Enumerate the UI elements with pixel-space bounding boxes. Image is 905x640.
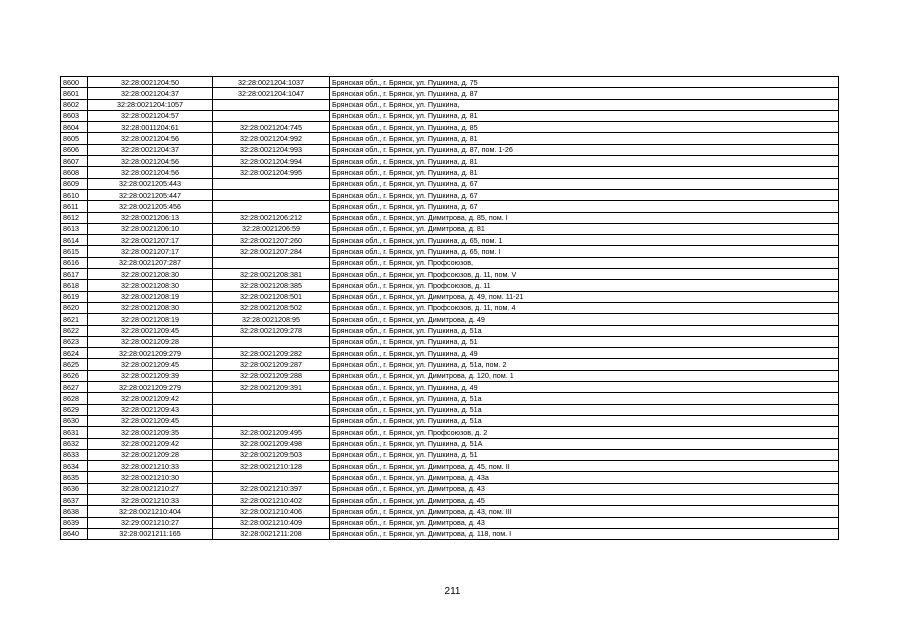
object-cadastral-number-cell	[213, 257, 330, 268]
cadastral-number-cell: 32:28:0021208:19	[88, 291, 213, 302]
address-cell: Брянская обл., г. Брянск, ул. Димитрова, д. 45	[330, 494, 839, 505]
table-row	[61, 314, 839, 325]
cadastral-number-cell: 32:28:0021210:33	[88, 461, 213, 472]
record-number-cell: 8600	[61, 77, 88, 88]
table-row	[61, 382, 839, 393]
table-row	[61, 336, 839, 347]
object-cadastral-number-cell: 32:28:0021208:385	[213, 280, 330, 291]
table-row	[61, 223, 839, 234]
address-cell: Брянская обл., г. Брянск, ул. Димитрова, д. 43	[330, 517, 839, 528]
object-cadastral-number-cell: 32:28:0021204:745	[213, 122, 330, 133]
address-cell: Брянская обл., г. Брянск, ул. Пушкина, д. 81	[330, 156, 839, 167]
record-number-cell: 8636	[61, 483, 88, 494]
table-body	[61, 77, 839, 540]
table-row	[61, 77, 839, 88]
object-cadastral-number-cell: 32:28:0021208:501	[213, 291, 330, 302]
cadastral-number-cell: 32:28:0021209:39	[88, 370, 213, 381]
cadastral-number-cell: 32:28:0021205:443	[88, 178, 213, 189]
cadastral-number-cell: 32:28:0021210:33	[88, 494, 213, 505]
table-row	[61, 201, 839, 212]
cadastral-number-cell: 32:28:0021210:27	[88, 483, 213, 494]
record-number-cell: 8632	[61, 438, 88, 449]
object-cadastral-number-cell: 32:28:0021204:1037	[213, 77, 330, 88]
record-number-cell: 8625	[61, 359, 88, 370]
table-row	[61, 212, 839, 223]
cadastral-number-cell: 32:28:0021204:50	[88, 77, 213, 88]
address-cell: Брянская обл., г. Брянск, ул. Пушкина, д. 87, пом. 1-26	[330, 144, 839, 155]
cadastral-number-cell: 32:28:0021207:17	[88, 235, 213, 246]
address-cell: Брянская обл., г. Брянск, ул. Пушкина, д. 81	[330, 133, 839, 144]
table-row	[61, 302, 839, 313]
address-cell: Брянская обл., г. Брянск, ул. Пушкина, д. 51а	[330, 404, 839, 415]
address-cell: Брянская обл., г. Брянск, ул. Пушкина, д. 51а	[330, 415, 839, 426]
address-cell: Брянская обл., г. Брянск, ул. Пушкина, д. 65, пом. I	[330, 246, 839, 257]
cadastral-number-cell: 32:28:0021207:17	[88, 246, 213, 257]
table-row	[61, 156, 839, 167]
cadastral-number-cell: 32:28:0021204:57	[88, 110, 213, 121]
record-number-cell: 8602	[61, 99, 88, 110]
cadastral-number-cell: 32:28:0021206:10	[88, 223, 213, 234]
record-number-cell: 8617	[61, 269, 88, 280]
record-number-cell: 8613	[61, 223, 88, 234]
record-number-cell: 8631	[61, 427, 88, 438]
record-number-cell: 8623	[61, 336, 88, 347]
address-cell: Брянская обл., г. Брянск, ул. Пушкина, д. 67	[330, 189, 839, 200]
record-number-cell: 8611	[61, 201, 88, 212]
address-cell: Брянская обл., г. Брянск, ул. Пушкина, д. 87	[330, 88, 839, 99]
cadastral-number-cell: 32:28:0021204:56	[88, 133, 213, 144]
object-cadastral-number-cell: 32:28:0021211:208	[213, 528, 330, 539]
object-cadastral-number-cell: 32:28:0021209:503	[213, 449, 330, 460]
page-number: 211	[444, 586, 461, 597]
table-row	[61, 438, 839, 449]
address-cell: Брянская обл., г. Брянск, ул. Пушкина, д. 51	[330, 449, 839, 460]
object-cadastral-number-cell: 32:28:0021209:498	[213, 438, 330, 449]
cadastral-number-cell: 32:28:0021209:42	[88, 393, 213, 404]
table-row	[61, 325, 839, 336]
table-row	[61, 133, 839, 144]
cadastral-number-cell: 32:28:0021211:165	[88, 528, 213, 539]
object-cadastral-number-cell: 32:28:0021204:993	[213, 144, 330, 155]
table-row	[61, 370, 839, 381]
address-cell: Брянская обл., г. Брянск, ул. Пушкина, д. 81	[330, 110, 839, 121]
object-cadastral-number-cell	[213, 201, 330, 212]
record-number-cell: 8620	[61, 302, 88, 313]
record-number-cell: 8610	[61, 189, 88, 200]
cadastral-number-cell: 32:29:0021210:27	[88, 517, 213, 528]
object-cadastral-number-cell	[213, 178, 330, 189]
table-row	[61, 348, 839, 359]
object-cadastral-number-cell: 32:28:0021209:391	[213, 382, 330, 393]
record-number-cell: 8612	[61, 212, 88, 223]
record-number-cell: 8628	[61, 393, 88, 404]
address-cell: Брянская обл., г. Брянск, ул. Пушкина, д. 67	[330, 178, 839, 189]
table-row	[61, 88, 839, 99]
object-cadastral-number-cell: 32:28:0021206:212	[213, 212, 330, 223]
object-cadastral-number-cell: 32:28:0021204:1047	[213, 88, 330, 99]
cadastral-number-cell: 32:28:0021209:45	[88, 325, 213, 336]
record-number-cell: 8603	[61, 110, 88, 121]
address-cell: Брянская обл., г. Брянск, ул. Профсоюзов, д. 11, пом. 4	[330, 302, 839, 313]
object-cadastral-number-cell: 32:28:0021207:260	[213, 235, 330, 246]
table-row	[61, 483, 839, 494]
cadastral-number-cell: 32:28:0021209:35	[88, 427, 213, 438]
table-row	[61, 235, 839, 246]
record-number-cell: 8605	[61, 133, 88, 144]
object-cadastral-number-cell: 32:28:0021210:402	[213, 494, 330, 505]
address-cell: Брянская обл., г. Брянск, ул. Пушкина, д. 85	[330, 122, 839, 133]
address-cell: Брянская обл., г. Брянск, ул. Пушкина, д. 51а, пом. 2	[330, 359, 839, 370]
record-number-cell: 8630	[61, 415, 88, 426]
address-cell: Брянская обл., г. Брянск, ул. Димитрова, д. 118, пом. I	[330, 528, 839, 539]
table-row	[61, 144, 839, 155]
table-row	[61, 110, 839, 121]
table-row	[61, 257, 839, 268]
table-row	[61, 528, 839, 539]
table-row	[61, 517, 839, 528]
address-cell: Брянская обл., г. Брянск, ул. Димитрова, д. 43	[330, 483, 839, 494]
table-row	[61, 291, 839, 302]
property-register-table	[60, 76, 839, 540]
cadastral-number-cell: 32:28:0021208:19	[88, 314, 213, 325]
cadastral-number-cell: 32:28:0021209:43	[88, 404, 213, 415]
object-cadastral-number-cell: 32:28:0021209:495	[213, 427, 330, 438]
record-number-cell: 8638	[61, 506, 88, 517]
object-cadastral-number-cell: 32:28:0021210:397	[213, 483, 330, 494]
record-number-cell: 8622	[61, 325, 88, 336]
cadastral-number-cell: 32:28:0011204:61	[88, 122, 213, 133]
table-row	[61, 415, 839, 426]
table-row	[61, 359, 839, 370]
cadastral-number-cell: 32:28:0021209:42	[88, 438, 213, 449]
address-cell: Брянская обл., г. Брянск, ул. Пушкина, д. 67	[330, 201, 839, 212]
cadastral-number-cell: 32:28:0021204:1057	[88, 99, 213, 110]
address-cell: Брянская обл., г. Брянск, ул. Димитрова, д. 120, пом. 1	[330, 370, 839, 381]
record-number-cell: 8607	[61, 156, 88, 167]
object-cadastral-number-cell: 32:28:0021206:59	[213, 223, 330, 234]
object-cadastral-number-cell	[213, 415, 330, 426]
record-number-cell: 8635	[61, 472, 88, 483]
object-cadastral-number-cell	[213, 404, 330, 415]
object-cadastral-number-cell: 32:28:0021204:992	[213, 133, 330, 144]
address-cell: Брянская обл., г. Брянск, ул. Пушкина, д. 51а	[330, 393, 839, 404]
record-number-cell: 8619	[61, 291, 88, 302]
table-row	[61, 449, 839, 460]
address-cell: Брянская обл., г. Брянск, ул. Профсоюзов, д. 11	[330, 280, 839, 291]
table-row	[61, 189, 839, 200]
table-row	[61, 427, 839, 438]
object-cadastral-number-cell: 32:28:0021209:282	[213, 348, 330, 359]
table-row	[61, 122, 839, 133]
address-cell: Брянская обл., г. Брянск, ул. Димитрова, д. 81	[330, 223, 839, 234]
table-row	[61, 178, 839, 189]
record-number-cell: 8614	[61, 235, 88, 246]
record-number-cell: 8637	[61, 494, 88, 505]
record-number-cell: 8618	[61, 280, 88, 291]
address-cell: Брянская обл., г. Брянск, ул. Пушкина, д. 81	[330, 167, 839, 178]
record-number-cell: 8601	[61, 88, 88, 99]
address-cell: Брянская обл., г. Брянск, ул. Профсоюзов, д. 11, пом. V	[330, 269, 839, 280]
address-cell: Брянская обл., г. Брянск, ул. Пушкина, д. 49	[330, 382, 839, 393]
object-cadastral-number-cell: 32:28:0021208:381	[213, 269, 330, 280]
cadastral-number-cell: 32:28:0021209:45	[88, 415, 213, 426]
cadastral-number-cell: 32:28:0021205:456	[88, 201, 213, 212]
record-number-cell: 8621	[61, 314, 88, 325]
cadastral-number-cell: 32:28:0021204:56	[88, 156, 213, 167]
cadastral-number-cell: 32:28:0021204:56	[88, 167, 213, 178]
table-row	[61, 404, 839, 415]
record-number-cell: 8616	[61, 257, 88, 268]
object-cadastral-number-cell: 32:28:0021204:995	[213, 167, 330, 178]
cadastral-number-cell: 32:28:0021207:287	[88, 257, 213, 268]
cadastral-number-cell: 32:28:0021209:45	[88, 359, 213, 370]
object-cadastral-number-cell	[213, 336, 330, 347]
cadastral-number-cell: 32:28:0021204:37	[88, 88, 213, 99]
cadastral-number-cell: 32:28:0021205:447	[88, 189, 213, 200]
cadastral-number-cell: 32:28:0021209:279	[88, 382, 213, 393]
object-cadastral-number-cell: 32:28:0021210:409	[213, 517, 330, 528]
table-row	[61, 494, 839, 505]
address-cell: Брянская обл., г. Брянск, ул. Пушкина, д. 51а	[330, 325, 839, 336]
object-cadastral-number-cell: 32:28:0021209:278	[213, 325, 330, 336]
cadastral-number-cell: 32:28:0021208:30	[88, 269, 213, 280]
record-number-cell: 8609	[61, 178, 88, 189]
object-cadastral-number-cell: 32:28:0021208:95	[213, 314, 330, 325]
cadastral-number-cell: 32:28:0021210:404	[88, 506, 213, 517]
address-cell: Брянская обл., г. Брянск, ул. Димитрова, д. 43, пом. III	[330, 506, 839, 517]
object-cadastral-number-cell: 32:28:0021209:287	[213, 359, 330, 370]
record-number-cell: 8640	[61, 528, 88, 539]
cadastral-number-cell: 32:28:0021208:30	[88, 302, 213, 313]
record-number-cell: 8624	[61, 348, 88, 359]
object-cadastral-number-cell: 32:28:0021209:288	[213, 370, 330, 381]
address-cell: Брянская обл., г. Брянск, ул. Димитрова, д. 85, пом. I	[330, 212, 839, 223]
cadastral-number-cell: 32:28:0021206:13	[88, 212, 213, 223]
address-cell: Брянская обл., г. Брянск, ул. Пушкина,	[330, 99, 839, 110]
record-number-cell: 8634	[61, 461, 88, 472]
address-cell: Брянская обл., г. Брянск, ул. Димитрова, д. 43а	[330, 472, 839, 483]
record-number-cell: 8604	[61, 122, 88, 133]
object-cadastral-number-cell: 32:28:0021208:502	[213, 302, 330, 313]
cadastral-number-cell: 32:28:0021208:30	[88, 280, 213, 291]
address-cell: Брянская обл., г. Брянск, ул. Пушкина, д. 75	[330, 77, 839, 88]
record-number-cell: 8608	[61, 167, 88, 178]
object-cadastral-number-cell	[213, 110, 330, 121]
address-cell: Брянская обл., г. Брянск, ул. Пушкина, д. 51А	[330, 438, 839, 449]
address-cell: Брянская обл., г. Брянск, ул. Профсоюзов, д. 2	[330, 427, 839, 438]
record-number-cell: 8615	[61, 246, 88, 257]
record-number-cell: 8633	[61, 449, 88, 460]
address-cell: Брянская обл., г. Брянск, ул. Пушкина, д. 51	[330, 336, 839, 347]
object-cadastral-number-cell	[213, 189, 330, 200]
cadastral-number-cell: 32:28:0021210:30	[88, 472, 213, 483]
record-number-cell: 8639	[61, 517, 88, 528]
address-cell: Брянская обл., г. Брянск, ул. Пушкина, д. 65, пом. 1	[330, 235, 839, 246]
table-row	[61, 246, 839, 257]
table-row	[61, 269, 839, 280]
table-row	[61, 461, 839, 472]
record-number-cell: 8626	[61, 370, 88, 381]
cadastral-number-cell: 32:28:0021209:279	[88, 348, 213, 359]
record-number-cell: 8629	[61, 404, 88, 415]
table-row	[61, 506, 839, 517]
address-cell: Брянская обл., г. Брянск, ул. Профсоюзов,	[330, 257, 839, 268]
object-cadastral-number-cell	[213, 472, 330, 483]
object-cadastral-number-cell: 32:28:0021204:994	[213, 156, 330, 167]
cadastral-number-cell: 32:28:0021204:37	[88, 144, 213, 155]
object-cadastral-number-cell	[213, 99, 330, 110]
address-cell: Брянская обл., г. Брянск, ул. Пушкина, д. 49	[330, 348, 839, 359]
address-cell: Брянская обл., г. Брянск, ул. Димитрова, д. 45, пом. II	[330, 461, 839, 472]
object-cadastral-number-cell: 32:28:0021210:406	[213, 506, 330, 517]
record-number-cell: 8627	[61, 382, 88, 393]
table-row	[61, 99, 839, 110]
object-cadastral-number-cell	[213, 393, 330, 404]
object-cadastral-number-cell: 32:28:0021210:128	[213, 461, 330, 472]
table-row	[61, 280, 839, 291]
table-row	[61, 167, 839, 178]
record-number-cell: 8606	[61, 144, 88, 155]
cadastral-number-cell: 32:28:0021209:28	[88, 336, 213, 347]
address-cell: Брянская обл., г. Брянск, ул. Димитрова, д. 49	[330, 314, 839, 325]
cadastral-number-cell: 32:28:0021209:28	[88, 449, 213, 460]
address-cell: Брянская обл., г. Брянск, ул. Димитрова, д. 49, пом. 11-21	[330, 291, 839, 302]
table-row	[61, 472, 839, 483]
object-cadastral-number-cell: 32:28:0021207:284	[213, 246, 330, 257]
table-row	[61, 393, 839, 404]
